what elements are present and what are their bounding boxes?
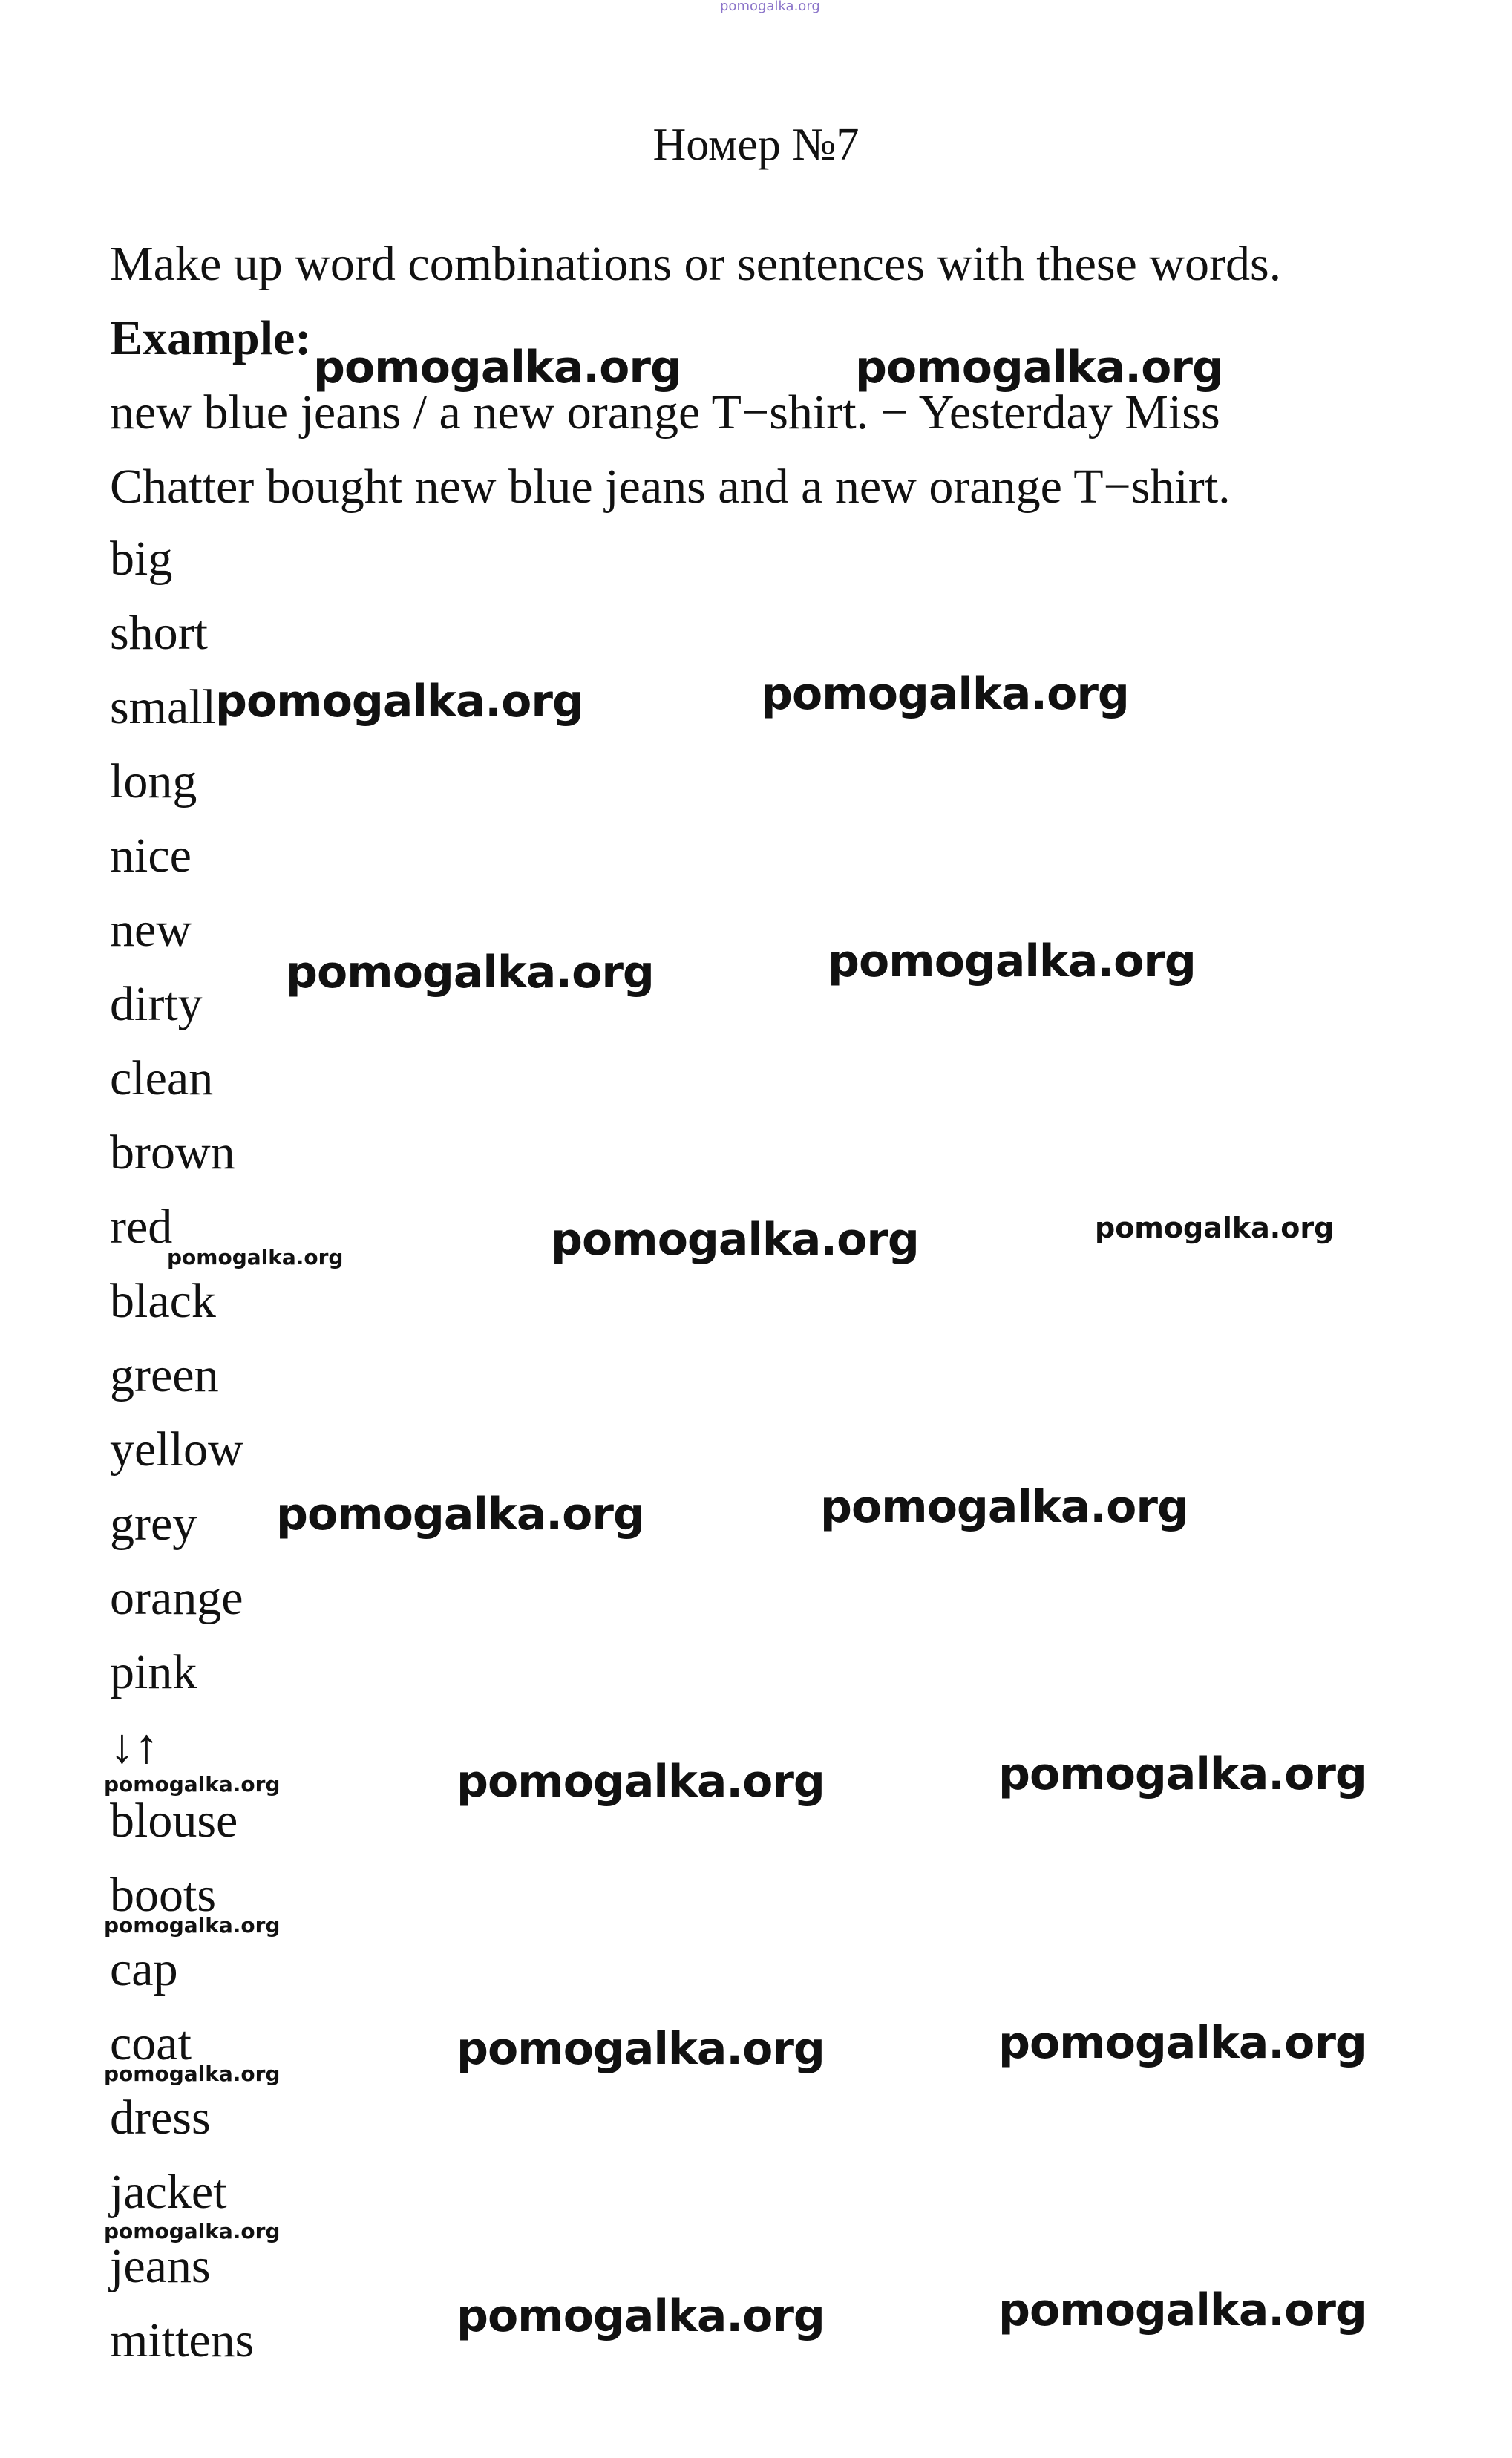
word-brown: brown — [110, 1125, 235, 1180]
word-orange: orange — [110, 1571, 243, 1625]
watermark: pomogalka.org — [998, 2284, 1367, 2336]
watermark-small: pomogalka.org — [104, 2219, 281, 2243]
word-coat: coat — [110, 2016, 192, 2070]
word-mittens: mittens — [110, 2313, 255, 2367]
word-blouse: blouse — [110, 1794, 238, 1848]
word-small: small — [110, 680, 216, 734]
watermark: pomogalka.org — [998, 1748, 1367, 1800]
watermark-small: pomogalka.org — [167, 1245, 344, 1269]
word-red: red — [110, 1200, 173, 1254]
example-line-1: new blue jeans / a new orange T−shirt. − Yesterday Miss — [110, 385, 1220, 439]
word-nice: nice — [110, 828, 192, 883]
watermark: pomogalka.org — [828, 935, 1196, 987]
word-big: big — [110, 532, 173, 586]
instruction-text: Make up word combinations or sentences with these words. — [110, 237, 1282, 291]
watermark: pomogalka.org — [313, 341, 681, 393]
word-pink: pink — [110, 1645, 197, 1699]
word-new: new — [110, 903, 192, 957]
word-grey: grey — [110, 1497, 197, 1551]
header-watermark: pomogalka.org — [720, 0, 820, 14]
watermark-small: pomogalka.org — [1095, 1212, 1335, 1244]
word-jeans: jeans — [110, 2239, 211, 2293]
watermark: pomogalka.org — [551, 1214, 919, 1266]
word-boots: boots — [110, 1868, 217, 1922]
example-line-2: Chatter bought new blue jeans and a new orange T−shirt. — [110, 460, 1231, 514]
watermark-small: pomogalka.org — [104, 1913, 281, 1938]
watermark: pomogalka.org — [820, 1481, 1188, 1533]
watermark: pomogalka.org — [761, 668, 1129, 720]
word-jacket: jacket — [110, 2165, 227, 2219]
watermark-small: pomogalka.org — [104, 2062, 281, 2086]
word-cap: cap — [110, 1942, 178, 1996]
watermark: pomogalka.org — [286, 947, 654, 998]
word-black: black — [110, 1274, 216, 1328]
watermark-small: pomogalka.org — [104, 1772, 281, 1797]
word-clean: clean — [110, 1051, 214, 1105]
watermark: pomogalka.org — [456, 2290, 825, 2342]
watermark: pomogalka.org — [276, 1488, 644, 1540]
word-dirty: dirty — [110, 977, 203, 1031]
word-green: green — [110, 1348, 219, 1402]
arrows-symbol: ↓↑ — [110, 1719, 159, 1774]
watermark: pomogalka.org — [215, 676, 583, 728]
page-title: Номер №7 — [652, 120, 860, 170]
word-dress: dress — [110, 2091, 211, 2145]
example-label: Example: — [110, 311, 312, 365]
watermark: pomogalka.org — [855, 341, 1223, 393]
word-short: short — [110, 606, 208, 660]
watermark: pomogalka.org — [456, 1756, 825, 1808]
watermark: pomogalka.org — [998, 2017, 1367, 2069]
word-yellow: yellow — [110, 1422, 243, 1477]
word-long: long — [110, 754, 197, 808]
watermark: pomogalka.org — [456, 2023, 825, 2075]
